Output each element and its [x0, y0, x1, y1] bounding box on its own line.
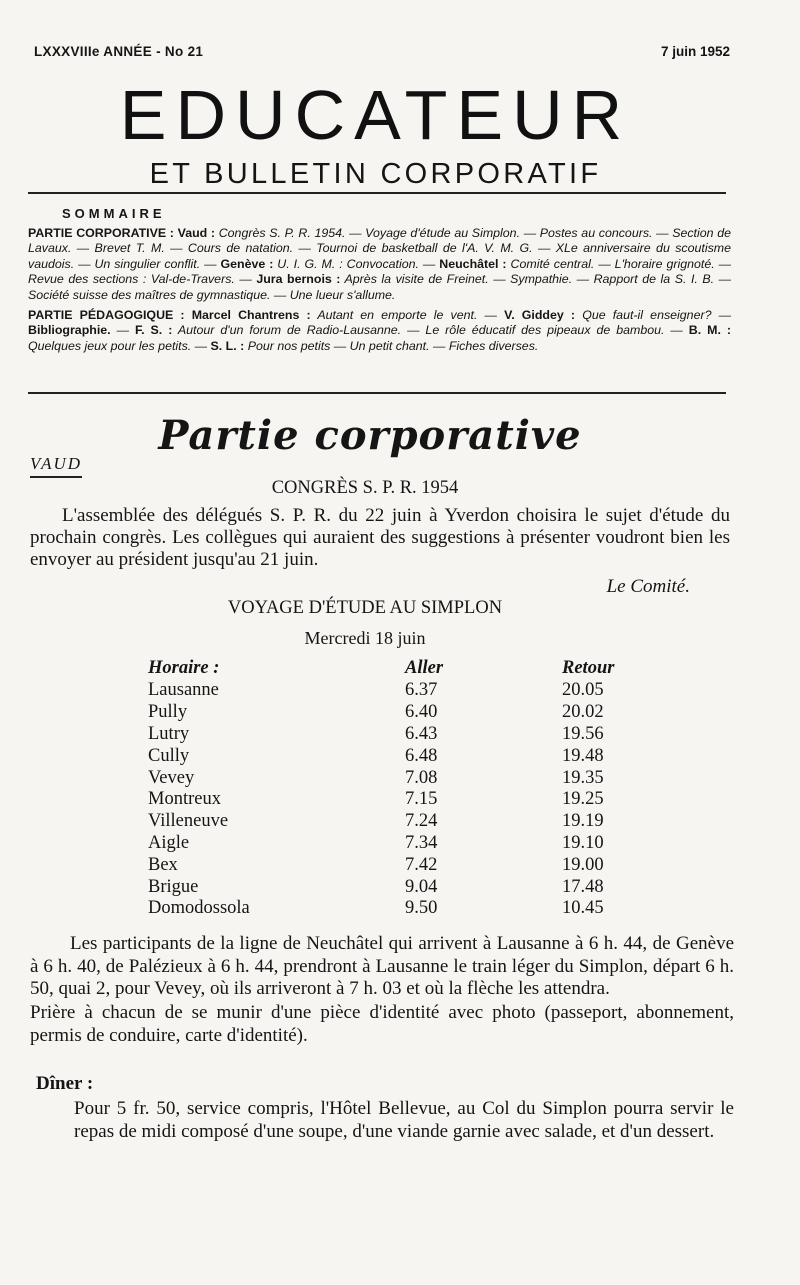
time-aller: 7.15 [405, 789, 438, 810]
table-of-contents [28, 206, 731, 358]
participants-paragraph [30, 933, 734, 1001]
journal-subtitle: ET BULLETIN CORPORATIF [149, 158, 602, 190]
station-name: Aigle [148, 832, 190, 853]
table-row [148, 702, 642, 724]
toc-corporative [28, 226, 731, 304]
toc-corporative-label: PARTIE CORPORATIVE : [28, 225, 174, 240]
toc-geneve-label: Genève : [220, 256, 274, 271]
toc-giddey-text: Que faut-il enseigner? — [582, 307, 732, 322]
time-retour: 19.56 [562, 723, 604, 744]
region-heading: VAUD [30, 454, 82, 478]
time-retour: 20.02 [562, 702, 604, 723]
time-aller: 9.50 [405, 898, 438, 919]
issue-date: 7 juin 1952 [660, 44, 730, 59]
table-row [148, 854, 642, 876]
participants-text: Les participants de la ligne de Neuchâtel qui arrivent à Lausanne à 6 h. 44, de Genève à 6 h. 40, de Palézieux à 6 h. 44, prendront à Lausanne le train léger du Simplon, départ 6 h. 50, quai 2, pour Vevey, où ils arriveront à 7 h. 03 et où la flèche les attendra. [30, 933, 734, 999]
issue-number: LXXXVIIIe ANNÉE - No 21 [34, 44, 204, 59]
schedule-header-retour: Retour [562, 657, 615, 678]
section-title: Partie corporative [158, 412, 582, 459]
table-row [148, 833, 642, 855]
toc-geneve-text: U. I. G. M. : Convocation. — [277, 256, 436, 271]
schedule-table [148, 656, 642, 920]
toc-sl-label: S. L. : [210, 338, 245, 353]
time-aller: 6.40 [405, 702, 438, 723]
toc-chantrens-label: Marcel Chantrens : [191, 307, 311, 322]
voyage-title: VOYAGE D'ÉTUDE AU SIMPLON [227, 598, 503, 618]
table-row [148, 745, 642, 767]
time-retour: 19.25 [562, 789, 604, 810]
toc-heading: SOMMAIRE [62, 206, 166, 221]
time-aller: 7.24 [405, 811, 438, 832]
time-aller: 6.37 [405, 680, 438, 701]
station-name: Montreux [148, 789, 221, 810]
station-name: Vevey [148, 767, 195, 788]
time-retour: 19.10 [562, 832, 604, 853]
table-row [148, 680, 642, 702]
toc-biblio-label: Bibliographie. [28, 323, 111, 338]
toc-biblio-sep: — [110, 323, 135, 338]
time-retour: 19.48 [562, 745, 604, 766]
toc-chantrens-text: Autant en emporte le vent. — [317, 307, 497, 322]
time-retour: 19.19 [562, 811, 604, 832]
station-name: Lutry [148, 723, 190, 744]
time-aller: 7.08 [405, 767, 438, 788]
time-aller: 7.42 [405, 854, 438, 875]
congres-signature: Le Comité. [606, 576, 690, 597]
toc-sl-text: Pour nos petits — Un petit chant. — Fiches diverses. [247, 338, 539, 353]
station-name: Cully [148, 745, 190, 766]
time-retour: 19.35 [562, 767, 604, 788]
time-retour: 10.45 [562, 898, 604, 919]
time-retour: 19.00 [562, 854, 604, 875]
table-row [148, 898, 642, 920]
schedule-header-aller: Aller [405, 657, 444, 678]
divider-top [28, 192, 726, 194]
toc-neuchatel-text: Comité central. — L'horaire grignoté. — Revue des sections : Val-de-Travers. — [28, 256, 732, 287]
toc-giddey-label: V. Giddey : [504, 307, 576, 322]
station-name: Villeneuve [148, 811, 229, 832]
voyage-day: Mercredi 18 juin [304, 628, 426, 648]
congres-title: CONGRÈS S. P. R. 1954 [271, 478, 459, 498]
toc-vaud-label: Vaud : [177, 225, 216, 240]
toc-fs-text: Autour d'un forum de Radio-Lausanne. — Le rôle éducatif des pipeaux de bambou. — [177, 323, 683, 338]
table-row [148, 767, 642, 789]
time-aller: 6.43 [405, 723, 438, 744]
toc-pedagogique-label: PARTIE PÉDAGOGIQUE : [28, 307, 185, 322]
table-row [148, 789, 642, 811]
table-row [148, 876, 642, 898]
toc-bm-label: B. M. : [688, 323, 731, 338]
table-row [148, 724, 642, 746]
toc-vaud-text: Congrès S. P. R. 1954. — Voyage d'étude au Simplon. — Postes au concours. — Section de Lavaux. — Brevet T. M. — Cours de natation. — Tournoi de basketball de l'A. V. M. G. — XLe anniversaire du scoutisme vaudois. — Un singulier conflit. — [28, 225, 731, 271]
station-name: Pully [148, 702, 188, 723]
diner-heading: Dîner : [36, 1073, 94, 1094]
toc-jura-label: Jura bernois : [256, 272, 341, 287]
time-aller: 7.34 [405, 832, 438, 853]
time-retour: 17.48 [562, 876, 604, 897]
masthead [0, 76, 751, 191]
station-name: Bex [148, 854, 178, 875]
time-aller: 6.48 [405, 745, 438, 766]
time-retour: 20.05 [562, 680, 604, 701]
toc-jura-text: Après la visite de Freinet. — Sympathie. — Rapport de la S. I. B. — Société suisse des maîtres de gymnastique. — Une lueur s'allume. [28, 272, 732, 302]
toc-fs-label: F. S. : [134, 323, 173, 338]
journal-title: EDUCATEUR [119, 76, 632, 154]
diner-paragraph: Pour 5 fr. 50, service compris, l'Hôtel Bellevue, au Col du Simplon pourra servir le repas de midi composé d'une soupe, d'une viande garnie avec salade, et d'un dessert. [74, 1098, 734, 1142]
congres-paragraph: L'assemblée des délégués S. P. R. du 22 juin à Yverdon choisira le sujet d'étude du prochain congrès. Les collègues qui auraient des suggestions à présenter voudront bien les envoyer au président jusqu'au 21 juin. [30, 505, 730, 570]
toc-neuchatel-label: Neuchâtel : [439, 256, 507, 271]
identity-text: Prière à chacun de se munir d'une pièce d'identité avec photo (passeport, abonnement, permis de conduire, carte d'identité). [30, 1002, 734, 1046]
station-name: Lausanne [148, 680, 219, 701]
schedule-header-row [148, 656, 642, 680]
identity-paragraph [30, 1002, 734, 1047]
toc-pedagogique [28, 308, 731, 355]
station-name: Brigue [148, 876, 199, 897]
toc-bm-text: Quelques jeux pour les petits. — [28, 338, 208, 353]
time-aller: 9.04 [405, 876, 438, 897]
divider-bottom [28, 392, 726, 394]
station-name: Domodossola [148, 898, 250, 919]
table-row [148, 811, 642, 833]
schedule-header-horaire: Horaire : [148, 657, 220, 678]
